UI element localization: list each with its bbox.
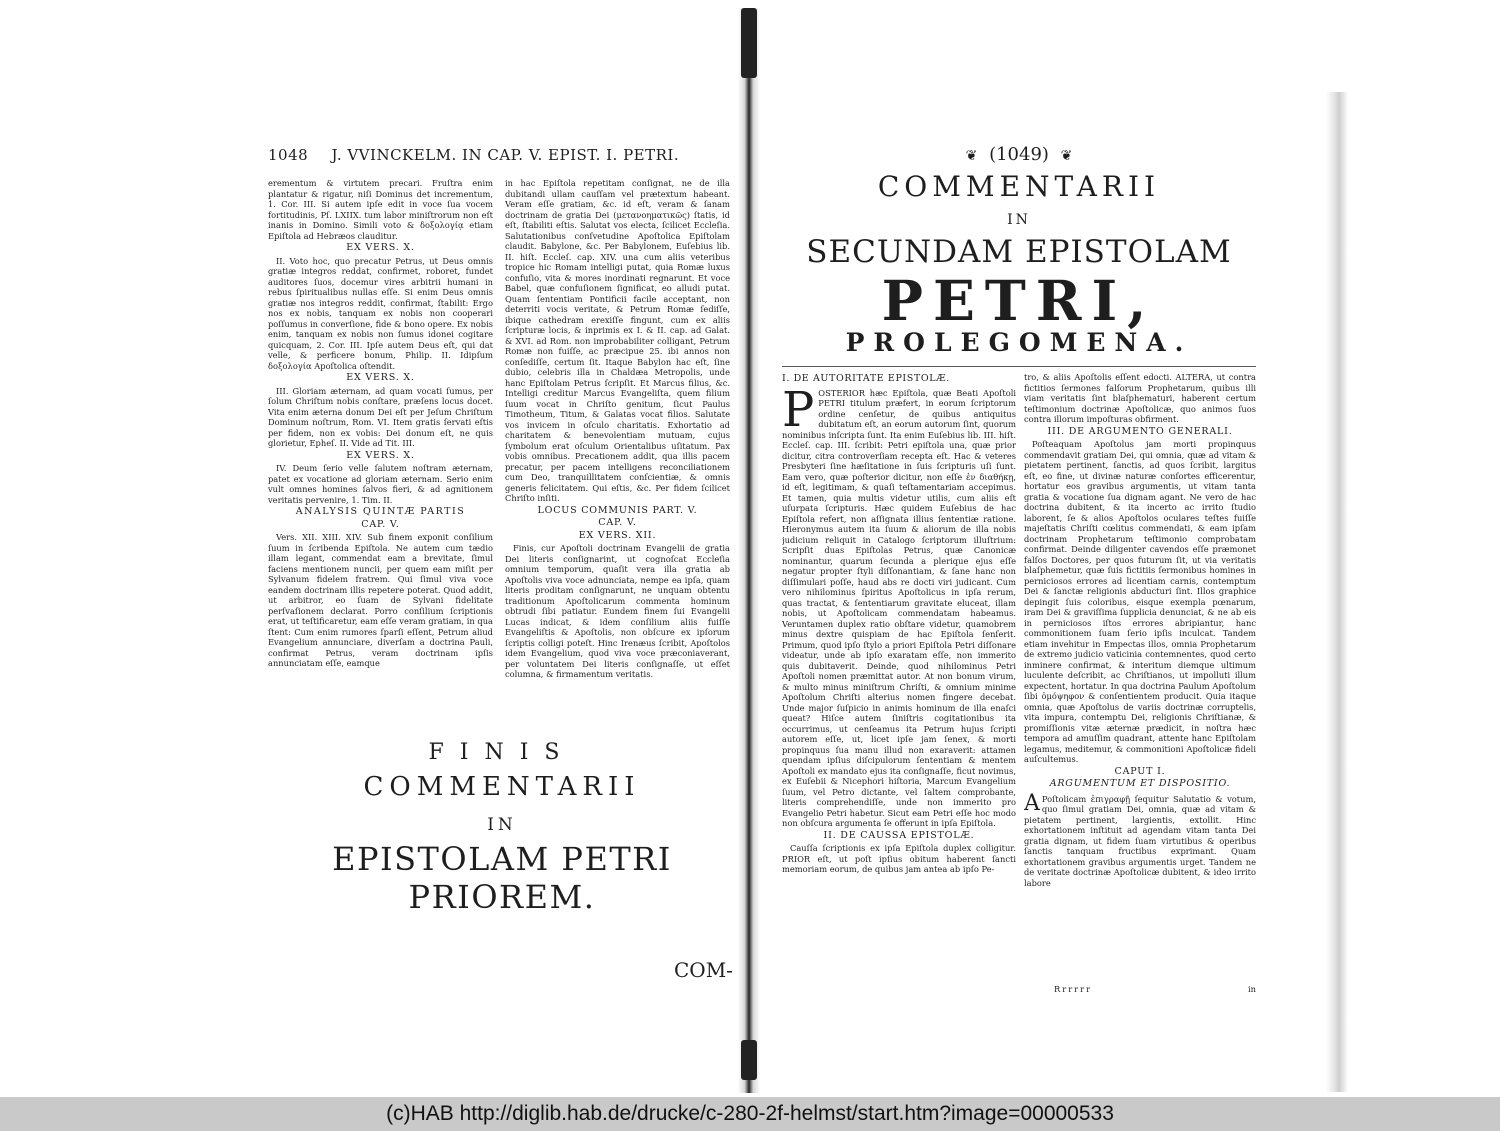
paragraph: Vers. XII. XIII. XIV. Sub finem exponit conſilium ſuum in ſcribenda Epiſtola. Ne autem cum tædio illam legant, commendat eam a brevitate, ſimul faciens mentionem nuncii, per quem eam miſit per Sylvanum fidelem fratrem. Qui ſimul viva voce eandem doctrinam illis repetere poterat. Quod addit, ut arbitror, eo ſuam de Sylvani fidelitate perſvaſionem declarat. Porro conſilium ſcriptionis erat, ut teſtificaretur, eam eſſe veram gratiam, in qua ſtent: Cum enim rumores ſparſi eſſent, Petrum aliud Evangelium annunciare, diverſam a doctrina Pauli, confirmat Petrus, veram doctrinam ipſis annunciatam eſſe, eamque xyxy=(268,532,493,668)
signature-mark: Rrrrrr xyxy=(1054,984,1093,994)
section-heading: II. DE CAUSSA EPISTOLÆ. xyxy=(823,829,975,841)
finis-line: EPISTOLAM PETRI xyxy=(332,840,672,878)
section-heading: EX VERS. X. xyxy=(346,449,415,461)
ornament-icon: ❦ xyxy=(965,148,978,164)
title-line: COMMENTARII xyxy=(877,170,1161,203)
book-gutter xyxy=(738,8,760,1093)
page-number: 1048 xyxy=(268,146,309,164)
running-head-title: J. VVINCKELM. IN CAP. V. EPIST. I. PETRI. xyxy=(331,146,680,164)
right-page xyxy=(780,140,1258,1080)
section-heading: ARGUMENTUM ET DISPOSITIO. xyxy=(1049,778,1231,789)
drop-cap: P xyxy=(782,381,815,438)
paragraph: Poſtolicam ἐπιγραφῇ ſequitur Salutatio & votum, quo ſimul gratiam Dei, omnia, quæ ad vitam & pietatem pertinent, largientis, extollit. Hinc exhortationem inſtituit ad agendam vitam tanta Dei gratia dignam, ut fidem ſuam virtutibus & operibus ſanctis tanquam fructibus exprimant. Quam exhortationem gravibus argumentis urget. Tandem ne de veritate doctrinæ Apoſtolicæ dubitent, & ideo irrito labore xyxy=(1024,793,1256,888)
page-number: (1049) xyxy=(989,144,1049,165)
title-line: IN xyxy=(1007,212,1031,228)
paragraph: IV. Deum ſerio velle ſalutem noſtram æternam, patet ex vocatione ad gloriam æternam. Serio enim vult omnes homines ſalvos fieri, & ad agnitionem veritatis pervenire, 1. Tim. II. xyxy=(268,463,493,505)
chapter-heading: CAPUT I. xyxy=(1114,765,1166,777)
paragraph: Cauſſa ſcriptionis ex ipſa Epiſtola duplex colligitur. PRIOR eſt, ut poſt ipſius obitum haberent ſancti memoriam eorum, de quibus jam antea ab ipſo Pe- xyxy=(782,843,1016,874)
left-page xyxy=(262,140,732,1080)
folio-heading xyxy=(780,144,1258,165)
catchword: in xyxy=(1248,984,1256,994)
section-heading: ANALYSIS QUINTÆ PARTIS xyxy=(295,506,466,517)
running-head xyxy=(268,146,728,164)
page-edge-shadow xyxy=(1326,92,1348,1092)
initial-letter: A xyxy=(1024,790,1040,816)
signature-line xyxy=(1024,982,1256,996)
title-line: PROLEGOMENA. xyxy=(845,328,1193,357)
source-footer: (c)HAB http://diglib.hab.de/drucke/c-280-2f-helmst/start.htm?image=00000533 xyxy=(0,1097,1500,1131)
ornament-icon: ❦ xyxy=(1060,148,1073,164)
paragraph: Poſteaquam Apoſtolus jam morti propinquus commendavit gratiam Dei, qui omnia, quæ ad vitam & pietatem pertinent, ſanctis, ad quos ſcribit, largitus eſt, eo fine, ut divinæ naturæ conſortes efficerentur, hortatur eos gravibus argumentis, ut vitam tanta gratia & vocatione ſua dignam agant. Ne vero de hac doctrina dubitent, & ita incerto ac irrito ſtudio laborent, ſe & alios Apoſtolos oculares teſtes fuiſſe majeſtatis Chriſti cœlitus commendati, & eam ipſam doctrinam Prophetarum teſtimonio comprobatam confirmat. Deinde diligenter cavendos eſſe præmonet falſos Doctores, per quos futurum ſit, ut via veritatis blaſphemetur, quæ ſuis fictitiis ſermonibus homines in perniciosos errores ad licentiam carnis, contemptum Dei & ſanctæ religionis abducturi ſint. Illos graphice depingit ſuis coloribus, eisque exempla pœnarum, iram Dei & graviſſima ſupplicia denunciat, & ne ab eis in perniciosos iſtos errores abripiantur, hanc commonitionem ſuam ſerio ipſis inculcat. Tandem etiam invehitur in Empectas illos, omnia Prophetarum de extremo judicio vaticinia contemnentes, quod certo inminere confirmat, & interitum diemque ultimum luculente deſcribit, ac Chriſtianos, ut impolluti illum expectent, hortatur. In qua doctrina Paulum Apoſtolum ſibi ὁμόψηφον & conſentientem producit. Quia itaque omnia, quæ Apoſtolus de variis doctrinæ corruptelis, vita impura, contemptu Dei, religionis Chriſtianæ, & promiſſionis vitæ æternæ prædicit, in noſtra hæc tempora ad amuſſim quadrant, attente hanc Epiſtolam legamus, meditemur, & commonitioni Apoſtolicæ fideli auſcultemus. xyxy=(1024,439,1256,764)
section-heading: III. DE ARGUMENTO GENERALI. xyxy=(1047,425,1233,437)
catchword: COM- xyxy=(674,958,733,982)
left-column-1 xyxy=(268,178,493,738)
left-column-2 xyxy=(505,178,730,738)
finis-line: IN xyxy=(487,815,517,835)
right-column-2 xyxy=(1024,372,1256,980)
finis-line: PRIOREM. xyxy=(408,878,596,916)
section-heading: EX VERS. X. xyxy=(346,372,415,383)
paragraph: OSTERIOR hæc Epiſtola, quæ Beati Apoſtoli PETRI titulum præfert, in eorum ſcriptorum ordine cenſetur, de quibus antiquitus dubitatum eſt, an eorum autorum ſint, quorum nominibus inſcripta ſunt. Ita enim Euſebius lib. III. hiſt. Eccleſ. cap. III. ſcribit: Petri epiſtola una, quæ prior dicitur, citra controverſiam recepta eſt. Hac & veteres Presbyteri ſine hæſitatione in ſuis ſcripturis uſi ſunt. Eam vero, quæ poſterior dicitur, non eſſe ἐν διαθήκῃ, id eſt, legitimam, & quaſi teſtamentariam accepimus. Et tamen, quia multis videtur utilis, cum aliis eſt uſurpata ſcripturis. Hæc quidem Euſebius de hac Epiſtola refert, non aſſignata illius ſententiæ ratione. Hieronymus autem ita ſuum & aliorum de illa nobis judicium reliquit in Catalogo ſcriptorum illuſtrium: Scripſit duas Epiſtolas Petrus, quæ Canonicæ nominantur, quarum ſecunda a plerique ejus eſſe negatur propter ſtyli diſſonantiam, & ſane hanc non diſſimulari poſſe, haud abs re docti viri judicant. Cum vero nihilominus ſpiritus Apoſtolicus in ipſa rerum, quas tractat, & ſententiarum gravitate eluceat, illam nobis, ut Apoſtolicam commendatam habeamus. Veruntamen duplex ratio obſtare videtur, quamobrem minus dextre quispiam de hac Epiſtola ſenſerit. Primum, quod ipſo ſtylo a priori Epiſtola Petri diſſonare videatur, unde ab ipſo exaratam eſſe, non immerito quis dubitaverit. Deinde, quod nihilominus Petri Apoſtoli nomen præmittat autor. At non bonum virum, & multo minus miniſtrum Chriſti, & omnium minime Apoſtolum Chriſti alterius nomen fingere decebat. Unde major ſuſpicio in animis hominum de illa enaſci queat? Hiſce autem ſiniſtris cogitationibus ita occurrimus, ut cenſeamus ita Petrum hujus ſcripti autorem eſſe, ut, licet ipſe jam ſenex, & morti propinquus ſua manu illud non exaraverit: attamen quendam ipſius diſcipulorum ſententiam & mentem Apoſtoli ex mandato ejus ita conſignaſſe, ficut novimus, ex Euſebii & Nicephori hiſtoria, Marcum Evangelium ſuum, vel Petro dictante, vel ſaltem comprobante, literis comprehendiſſe, unde non immerito pro Evangelio Petri habetur. Sicut eam Petri eſſe hoc modo non obſcura argumenta ſe offerunt in ipſa Epiſtola. xyxy=(782,387,1016,828)
paragraph: Finis, cur Apoſtoli doctrinam Evangelii de gratia Dei literis conſignarint, ut cognoſcat Eccleſia omnium temporum, quaſit vera illa gratia ab Apoſtolis viva voce adnunciata, nempe ea ipſa, quam literis proditam conſignarunt, ne unquam obtentu traditionum Apoſtolicarum commenta hominum obtrudi ſibi patiatur. Eundem finem ſui Evangelii Lucas indicat, & idem conſilium aliis fuiſſe Evangeliſtis & Apoſtolis, non obſcure ex ipſorum ſcriptis colligi poteſt. Hinc Irenæus ſcribit, Apoſtolos idem Evangelium, quod viva voce præconiaverant, per voluntatem Dei literis conſignaſſe, ut eſſet columna, & firmamentum veritatis. xyxy=(505,543,730,679)
paragraph: tro, & aliis Apoſtolis eſſent edocti. ALTERA, ut contra fictitios ſermones falſorum Prophetarum, quibus illi viam veritatis ſint blaſphematuri, haberent certum teſtimonium doctrinæ Apoſtolicæ, quo animos ſuos contra illorum impoſturas obfirment. xyxy=(1024,372,1256,424)
section-heading: EX VERS. XII. xyxy=(578,529,657,541)
paragraph: II. Voto hoc, quo precatur Petrus, ut Deus omnis gratiæ integros reddat, confirmet, roboret, fundet auditores ſuos, docemur vires arbitrii humani in rebus ſpiritualibus nullas eſſe. Si enim Deus omnis gratiæ nos integros reddit, confirmat, ſtabilit: Ergo nos ex nobis, tanquam ex nobis non cooperari poſſumus in converſione, fide & bono opere. Ex nobis enim, tanquam ex nobis non ſumus idonei cogitare quicquam, 2. Cor. III. Ipſe autem Deus eſt, qui dat velle, & perficere bonum, Philip. II. Idipſum δοξολογία Apoſtolica oſtendit. xyxy=(268,255,493,371)
paragraph: erementum & virtutem precari. Fruſtra enim plantatur & rigatur, niſi Dominus det incrementum, 1. Cor. III. Si autem ipſe edit in voce ſua vocem fortitudinis, Pſ. LXIIX. tum labor miniſtrorum non eſt inanis in Domino. Simili voto & δοξολογίᾳ etiam Epiſtola ad Hebræos clauditur. xyxy=(268,178,493,241)
section-heading: I. DE AUTORITATE EPISTOLÆ. xyxy=(782,373,950,384)
section-heading: EX VERS. X. xyxy=(346,242,415,253)
section-heading: CAP. V. xyxy=(361,518,400,530)
finis-line: FINIS xyxy=(428,740,576,765)
title-rule xyxy=(782,366,1256,367)
finis-line: COMMENTARII xyxy=(363,772,641,802)
title-line: PETRI, xyxy=(881,268,1157,333)
gutter-clasp-top xyxy=(741,8,757,78)
section-heading: LOCUS COMMUNIS PART. V. xyxy=(537,504,698,516)
paragraph: III. Gloriam æternam, ad quam vocati ſumus, per ſolum Chriſtum nobis conſtare, præſens locus docet. Vita enim æterna donum Dei eſt per Jeſum Chriſtum Dominum noſtrum, Rom. VI. Item gratis ſervati eſtis per fidem, non ex vobis: Dei donum eſt, ne quis glorietur, Epheſ. II. Vide ad Tit. III. xyxy=(268,385,493,448)
title-line: SECUNDAM EPISTOLAM xyxy=(806,234,1232,270)
gutter-clasp-bottom xyxy=(741,1040,757,1080)
right-column-1 xyxy=(782,372,1016,980)
paragraph: in hac Epiſtola repetitam conſignat, ne de illa dubitandi ullam cauſſam vel prætextum habeant. Veram eſſe gratiam, &c. id eſt, veram & ſanam doctrinam de gratia Dei (μετανοηματικῶς) ſtatis, id eſt, ſtabiliti eſtis. Salutat vos electa, ſcilicet Eccleſia. Salutationibus conſvetudine Apoſtolica Epiſtolam claudit. Babylone, &c. Per Babylonem, Euſebius lib. II. hiſt. Eccleſ. cap. XIV. una cum aliis veteribus tropice hic Romam intelligi putat, quia Romæ luxus confuſio, vita & mores inordinati regnarunt. Et voce Babel, quæ confuſionem ſignificat, eo alludi putat. Quam ſententiam Pontificii facile acceptant, non deterriti vocis veritate, & Petrum Romæ ſediſſe, ibique cathedram erexiſſe fingunt, cum ex aliis ſcripturæ locis, & inprimis ex I. & II. cap. ad Galat. & XVI. ad Rom. non improbabiliter colligant, Petrum Romæ non fuiſſe, ac præcipue 25. ibi annos non conſediſſe, certum ſit. Itaque Babylon hac eſt, ſine dubio, celebris illa in Chaldæa Metropolis, unde hanc Epiſtolam Petrus ſcripſit. Et Marcus filius, &c. Intelligi creditur Marcus Evangeliſta, quem filium ſuum vocat in Chriſto genitum, ſicut Paulus Timotheum, Titum, & Galatas vocat filios. Salutate vos invicem in oſculo charitatis. Exhortatio ad charitatem & benevolentiam mutuam, cujus ſymbolum erat oſculum Orientalibus uſitatum. Pax vobis omnibus. Precationem addit, qua illis pacem precatur, per pacem intelligens reconciliationem cum Deo, tranquillitatem conſcientiæ, & omnis generis felicitatem. Qui eſtis, &c. Per fidem ſcilicet Chriſto inſiti. xyxy=(505,178,730,503)
section-heading: CAP. V. xyxy=(598,517,637,528)
